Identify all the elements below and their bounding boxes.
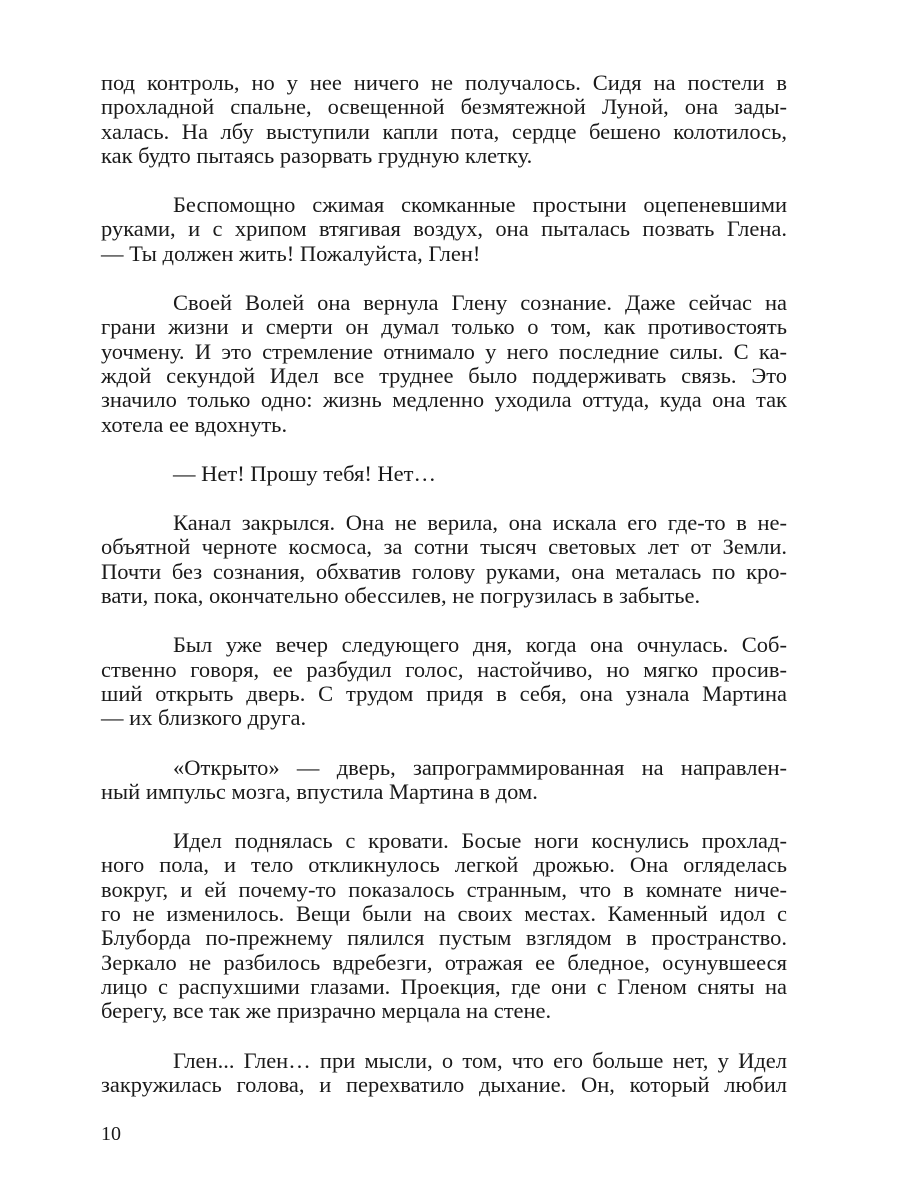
page-number: 10 [101, 1123, 121, 1145]
text-line: хотела ее вдохнуть. [101, 411, 288, 437]
text-line: ший открыть дверь. С трудом придя в себя, она узнала Мартина [101, 680, 787, 706]
paragraph [101, 511, 787, 608]
text-line: «Открыто» — дверь, запрограммированная на направлен- [173, 754, 787, 780]
text-line: Был уже вечер следующего дня, когда она очнулась. Соб- [173, 632, 787, 658]
text-line: ждой секундой Идел все труднее было поддерживать связь. Это [101, 362, 787, 388]
text-line: Зеркало не разбилось вдребезги, отражая ее бледное, осунувшееся [101, 949, 787, 975]
paragraph [101, 71, 787, 168]
text-line: руками, и с хрипом втягивая воздух, она пыталась позвать Глена. [101, 216, 787, 242]
paragraph [101, 829, 787, 1023]
text-line: закружилась голова, и перехватило дыхание. Он, который любил [101, 1071, 787, 1097]
page-body [101, 71, 787, 1097]
text-line: Идел поднялась с кровати. Босые ноги коснулись прохлад- [173, 828, 787, 854]
paragraph [101, 1049, 787, 1098]
paragraph [101, 462, 787, 486]
text-line: халась. На лбу выступили капли пота, сердце бешено колотилось, [101, 118, 787, 144]
paragraph [101, 633, 787, 730]
text-line: прохладной спальне, освещенной безмятежной Луной, она зады- [101, 94, 787, 120]
text-line: грани жизни и смерти он думал только о том, как противостоять [101, 314, 787, 340]
text-line: — Нет! Прошу тебя! Нет… [173, 460, 437, 486]
text-line: ный импульс мозга, впустила Мартина в дом. [101, 778, 538, 804]
text-line: вати, пока, окончательно обессилев, не погрузилась в забытье. [101, 583, 701, 609]
text-line: как будто пытаясь разорвать грудную клетку. [101, 142, 533, 168]
text-line: ственно говоря, ее разбудил голос, настойчиво, но мягко просив- [101, 656, 787, 682]
text-line: — их близкого друга. [101, 705, 307, 731]
paragraph [101, 193, 787, 266]
text-line: лицо с распухшими глазами. Проекция, где они с Гленом сняты на [101, 973, 787, 999]
paragraph [101, 291, 787, 437]
text-line: вокруг, и ей почему-то показалось странным, что в комнате ниче- [101, 876, 787, 902]
text-line: ного пола, и тело откликнулось легкой дрожью. Она огляделась [101, 852, 787, 878]
text-line: под контроль, но у нее ничего не получалось. Сидя на постели в [101, 70, 787, 95]
text-line: Беспомощно сжимая скомканные простыни оцепеневшими [173, 192, 787, 218]
paragraph [101, 756, 787, 805]
text-line: Почти без сознания, обхватив голову руками, она металась по кро- [101, 558, 787, 584]
text-line: значило только одно: жизнь медленно уходила оттуда, куда она так [101, 387, 787, 413]
text-line: берегу, все так же призрачно мерцала на стене. [101, 998, 552, 1024]
text-line: уочмену. И это стремление отнимало у него последние силы. С ка- [101, 338, 787, 364]
text-line: Глен... Глен… при мысли, о том, что его больше нет, у Идел [173, 1047, 787, 1073]
text-line: — Ты должен жить! Пожалуйста, Глен! [101, 240, 481, 266]
text-line: Своей Волей она вернула Глену сознание. Даже сейчас на [173, 290, 787, 316]
text-line: Канал закрылся. Она не верила, она искала его где-то в не- [173, 510, 787, 536]
text-line: Блуборда по-прежнему пялился пустым взглядом в пространство. [101, 925, 787, 951]
text-line: объятной черноте космоса, за сотни тысяч световых лет от Земли. [101, 534, 787, 560]
text-line: го не изменилось. Вещи были на своих местах. Каменный идол с [101, 901, 787, 927]
